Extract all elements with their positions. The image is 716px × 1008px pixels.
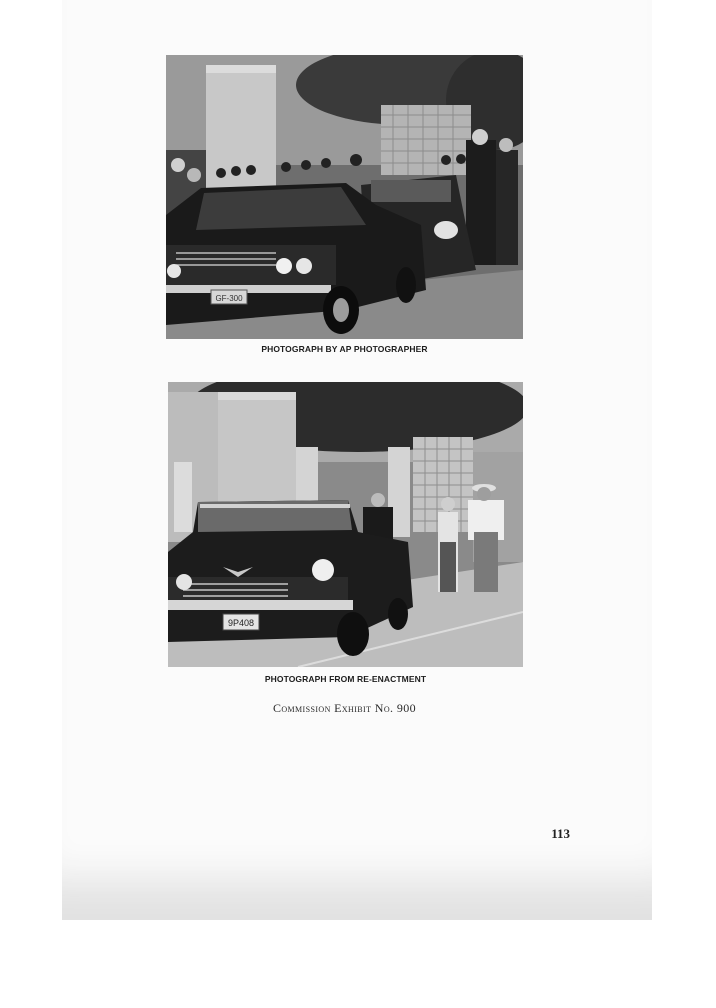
ap-photograph	[166, 55, 523, 339]
exhibit-label: Commission Exhibit No. 900	[272, 701, 417, 715]
page-number: 113	[551, 826, 570, 841]
reenactment-photograph	[168, 382, 523, 667]
reenactment-photograph-caption: PHOTOGRAPH FROM RE-ENACTMENT	[264, 674, 427, 684]
ap-photograph-caption: PHOTOGRAPH BY AP PHOTOGRAPHER	[261, 344, 428, 354]
reenactment-photograph-image	[168, 382, 523, 667]
ap-plate-text: GF-300	[215, 294, 243, 303]
ap-photograph-image	[166, 55, 523, 339]
reenactment-plate-text: 9P408	[227, 618, 255, 628]
